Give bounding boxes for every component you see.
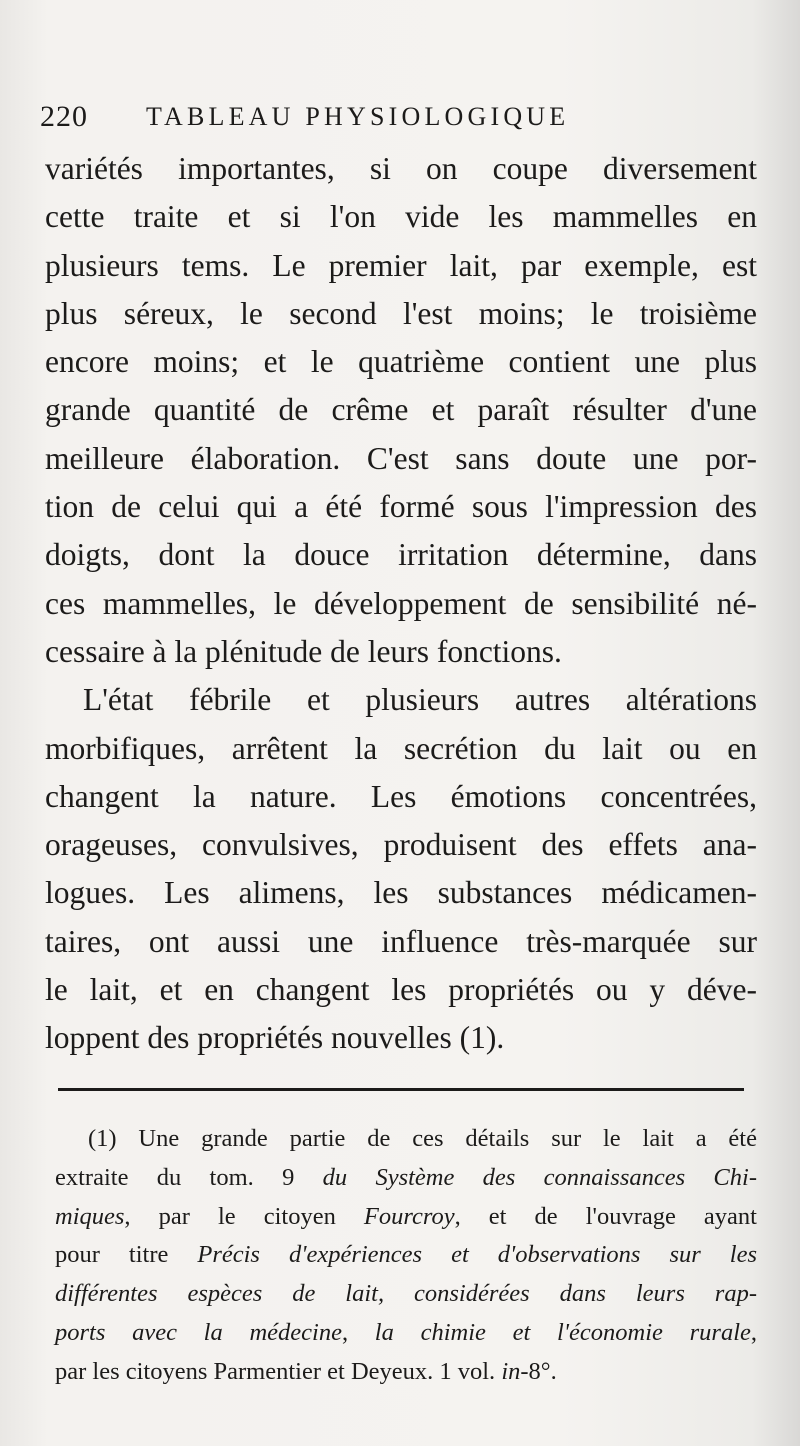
text-line: grande quantité de crême et paraît résulter d'une — [45, 392, 757, 428]
text-line: changent la nature. Les émotions concentrées, — [45, 778, 757, 814]
body-text — [45, 145, 757, 1063]
running-title: TABLEAU PHYSIOLOGIQUE — [146, 102, 570, 131]
text-line: taires, ont aussi une influence très-marquée sur — [45, 923, 757, 959]
page-number: 220 — [40, 100, 88, 133]
text-line: loppent des propriétés nouvelles (1). — [45, 1020, 505, 1056]
text-line: ces mammelles, le développement de sensibilité né- — [45, 585, 757, 621]
text-line: orageuses, convulsives, produisent des effets ana- — [45, 827, 757, 863]
footnote-divider — [58, 1088, 744, 1091]
text-line: doigts, dont la douce irritation détermine, dans — [45, 537, 757, 573]
text-line: plus séreux, le second l'est moins; le troisième — [45, 295, 757, 331]
text-line: logues. Les alimens, les substances médicamen- — [45, 875, 757, 911]
text-line: cette traite et si l'on vide les mammelles en — [45, 199, 757, 235]
footnote-line: extraite du tom. 9 du Système des connaissances Chi- — [55, 1163, 757, 1191]
text-line: plusieurs tems. Le premier lait, par exemple, est — [45, 247, 757, 283]
footnote-line: (1) Une grande partie de ces détails sur le lait a été — [88, 1125, 757, 1152]
text-line: variétés importantes, si on coupe diversement — [45, 151, 757, 186]
footnote-line: différentes espèces de lait, considérées dans leurs rap- — [55, 1280, 757, 1308]
page-header — [40, 100, 740, 140]
footnote-line: miques, par le citoyen Fourcroy, et de l'ouvrage ayant — [55, 1202, 757, 1230]
text-line: tion de celui qui a été formé sous l'impression des — [45, 489, 757, 525]
text-line: morbifiques, arrêtent la secrétion du lait ou en — [45, 730, 757, 766]
text-line: cessaire à la plénitude de leurs fonctions. — [45, 633, 562, 669]
footnote-line: pour titre Précis d'expériences et d'observations sur les — [55, 1241, 757, 1269]
text-line: L'état fébrile et plusieurs autres altérations — [83, 682, 757, 718]
footnote-line: ports avec la médecine, la chimie et l'économie rurale, — [55, 1318, 757, 1346]
footnote-line: par les citoyens Parmentier et Deyeux. 1 vol. in-8°. — [55, 1357, 557, 1385]
text-line: le lait, et en changent les propriétés ou y déve- — [45, 972, 757, 1008]
text-line: meilleure élaboration. C'est sans doute une por- — [45, 440, 757, 476]
text-line: encore moins; et le quatrième contient une plus — [45, 344, 757, 380]
footnote — [55, 1120, 757, 1392]
